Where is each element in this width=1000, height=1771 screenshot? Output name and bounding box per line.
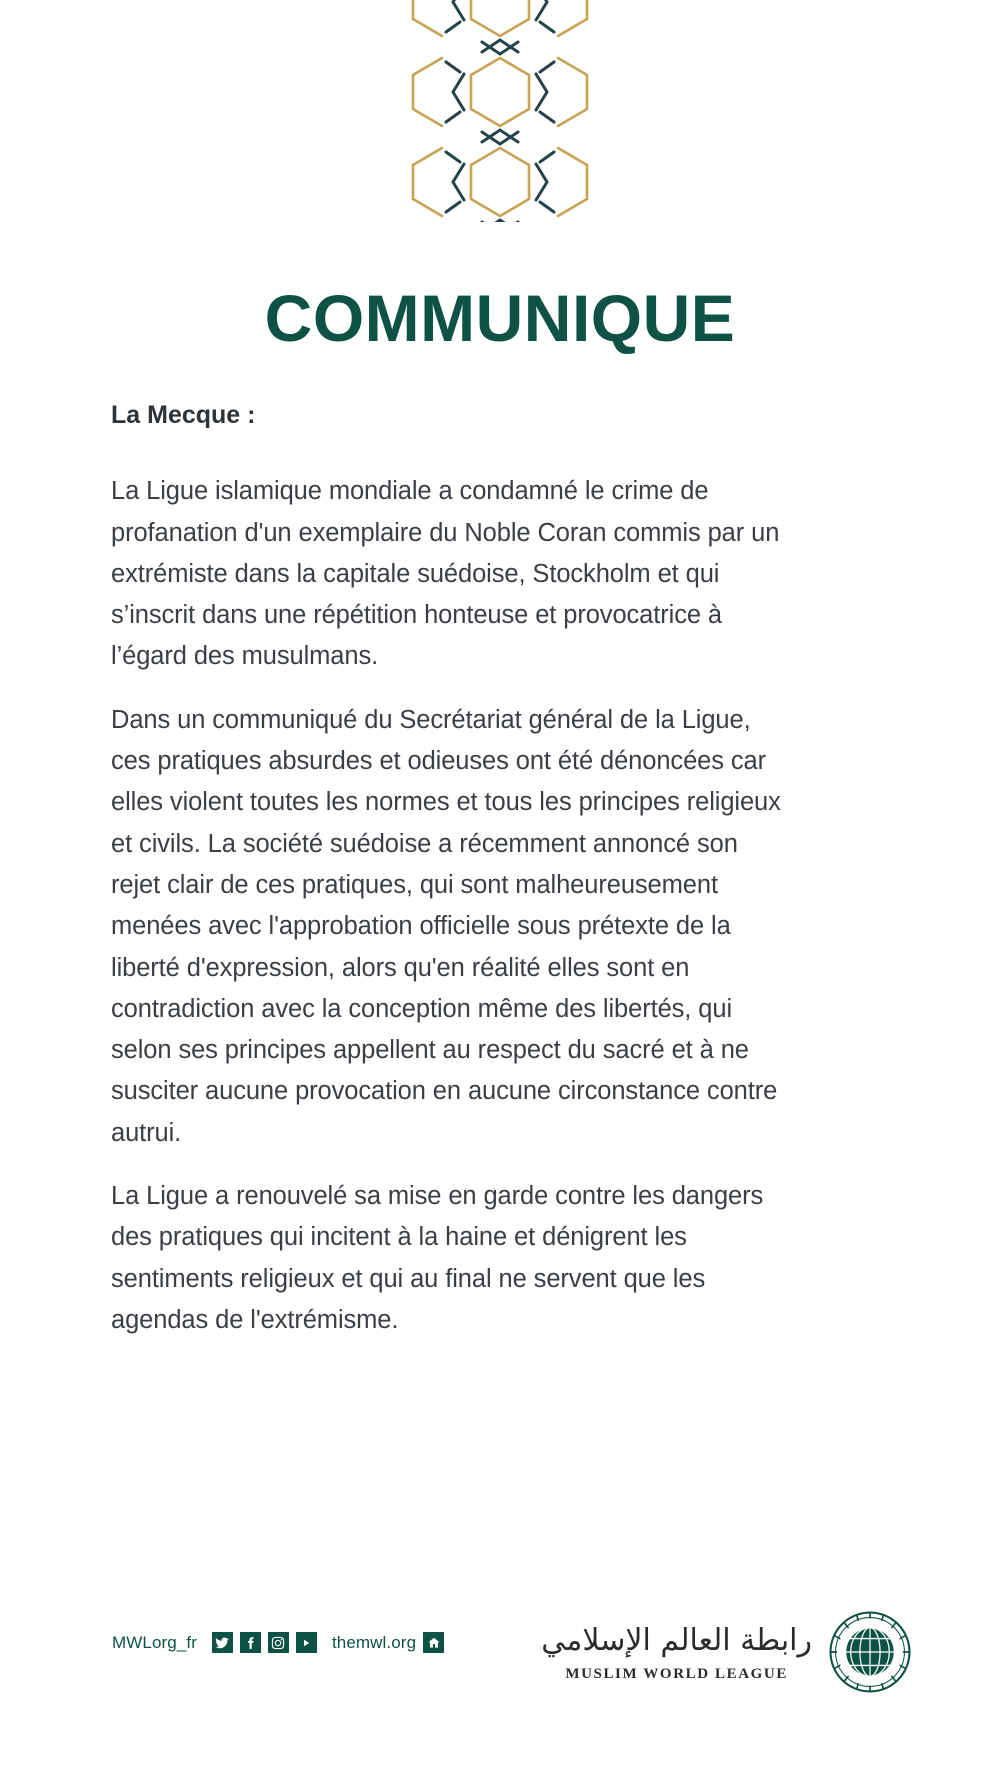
muslim-world-league-logo (541, 1610, 912, 1694)
social-links-bar (112, 1632, 444, 1653)
article-body (111, 400, 791, 1341)
youtube-icon[interactable] (296, 1632, 317, 1653)
globe-wreath-emblem-icon (828, 1610, 912, 1694)
brand-latin-name: MUSLIM WORLD LEAGUE (565, 1665, 788, 1682)
website-label[interactable]: themwl.org (331, 1632, 417, 1652)
dateline: La Mecque : (111, 401, 256, 429)
paragraph: La Ligue islamique mondiale a condamné le crime de profanation d'un exemplaire du Noble Coran commis par un extrémiste dans la capitale suédoise, Stockholm et qui s’inscrit dans une répétition honteuse et provocatrice à l’égard des musulmans. (111, 477, 780, 671)
islamic-geometric-pattern-icon (390, 0, 610, 222)
twitter-icon[interactable] (212, 1632, 233, 1653)
footer (0, 1596, 1000, 1716)
page-title: COMMUNIQUE (264, 281, 736, 356)
home-icon[interactable] (423, 1632, 444, 1653)
brand-arabic-name: رابطة العالم الإسلامي (541, 1623, 812, 1659)
facebook-icon[interactable] (240, 1632, 261, 1653)
ornamental-header-band (0, 0, 1000, 222)
social-handle-label[interactable]: MWLorg_fr (112, 1632, 197, 1652)
instagram-icon[interactable] (268, 1632, 289, 1653)
brand-wordmark (541, 1621, 812, 1683)
paragraph: Dans un communiqué du Secrétariat général de la Ligue, ces pratiques absurdes et odieuses ont été dénoncées car elles violent toutes les normes et tous les principes religieux et civils. La société suédoise a récemment annoncé son rejet clair de ces pratiques, qui sont malheureusement menées avec l'approbation officielle sous prétexte de la liberté d'expression, alors qu'en réalité elles sont en contradiction avec la conception même des libertés, qui selon ses principes appellent au respect du sacré et à ne susciter aucune provocation en aucune circonstance contre autrui. (111, 705, 781, 1147)
paragraph: La Ligue a renouvelé sa mise en garde contre les dangers des pratiques qui incitent à la haine et dénigrent les sentiments religieux et qui au final ne servent que les agendas de l'extrémisme. (111, 1182, 764, 1334)
